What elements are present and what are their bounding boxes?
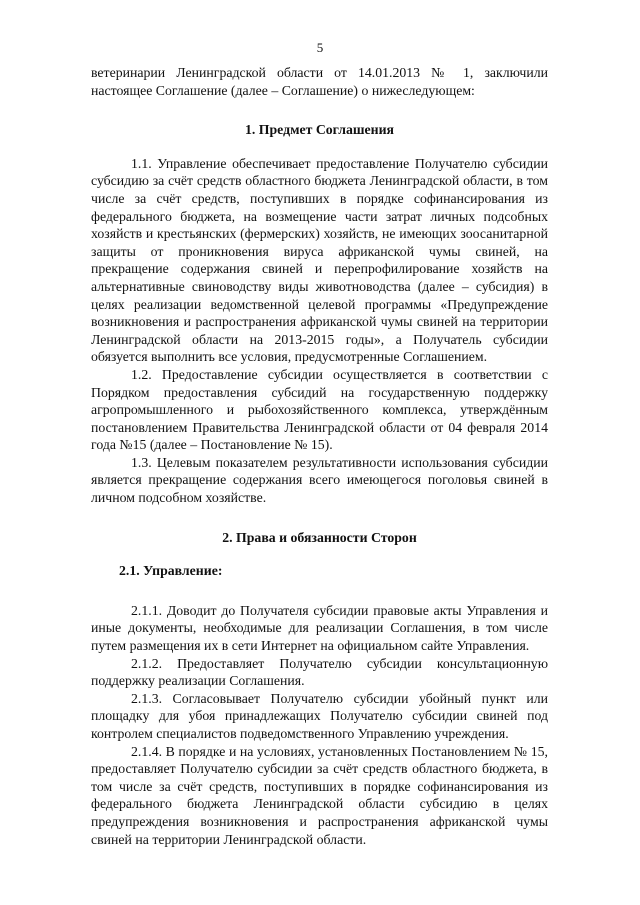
document-body [91,64,548,848]
section-1-paragraph-2: 1.2. Предоставление субсидии осуществляется в соответствии с Порядком предоставления субсидий на государственную поддержку агропромышленного и рыбохозяйственного комплекса, утверждённым постановлением Правительства Ленинградской области от 04 февраля 2014 года №15 (далее – Постановление № 15). [91,366,548,453]
section-2-paragraph-3: 2.1.3. Согласовывает Получателю субсидии убойный пункт или площадку для убоя принадлежащих Получателю субсидии свиней под контролем специалистов подведомственного Управлению учреждения. [91,690,548,741]
page-number: 5 [316,40,324,55]
section-2-paragraph-2: 2.1.2. Предоставляет Получателю субсидии консультационную поддержку реализации Соглашения. [91,655,548,689]
section-2-subtitle: 2.1. Управление: [119,563,223,579]
section-1-paragraph-1: 1.1. Управление обеспечивает предоставление Получателю субсидии субсидию за счёт средств областного бюджета Ленинградской области, в том числе за счёт средств, поступивших в порядке софинансирования из федерального бюджета, на возмещение части затрат личных подсобных хозяйств и крестьянских (фермерских) хозяйств, не имеющих зоосанитарной защиты от проникновения вируса африканской чумы свиней, на прекращение содержания свиней и перепрофилирование хозяйств на альтернативные свиноводству виды животноводства (далее – субсидия) в целях реализации ведомственной целевой программы «Предупреждение возникновения и распространения африканской чумы свиней на территории Ленинградской области на 2013-2015 годы», а Получатель субсидии обязуется выполнить все условия, предусмотренные Соглашением. [91,155,548,365]
section-1-title: 1. Предмет Соглашения [244,122,395,138]
intro-paragraph: ветеринарии Ленинградской области от 14.01.2013 № 1, заключили настоящее Соглашение (далее – Соглашение) о нижеследующем: [91,65,548,98]
section-1-paragraph-3: 1.3. Целевым показателем результативности использования субсидии является прекращение содержания всего имеющегося поголовья свиней в личном подсобном хозяйстве. [91,454,548,506]
section-2-title: 2. Права и обязанности Сторон [222,529,417,545]
section-2-paragraph-4: 2.1.4. В порядке и на условиях, установленных Постановлением № 15, предоставляет Получателю субсидии за счёт средств областного бюджета, в том числе за счёт средств, поступивших в порядке софинансирования из федерального бюджета Ленинградской области субсидию в целях предупреждения возникновения и распространения африканской чумы свиней на территории Ленинградской области. [91,743,548,847]
section-2-paragraph-1: 2.1.1. Доводит до Получателя субсидии правовые акты Управления и иные документы, необходимые для реализации Соглашения, в том числе путем размещения их в сети Интернет на официальном сайте Управления. [91,602,548,654]
